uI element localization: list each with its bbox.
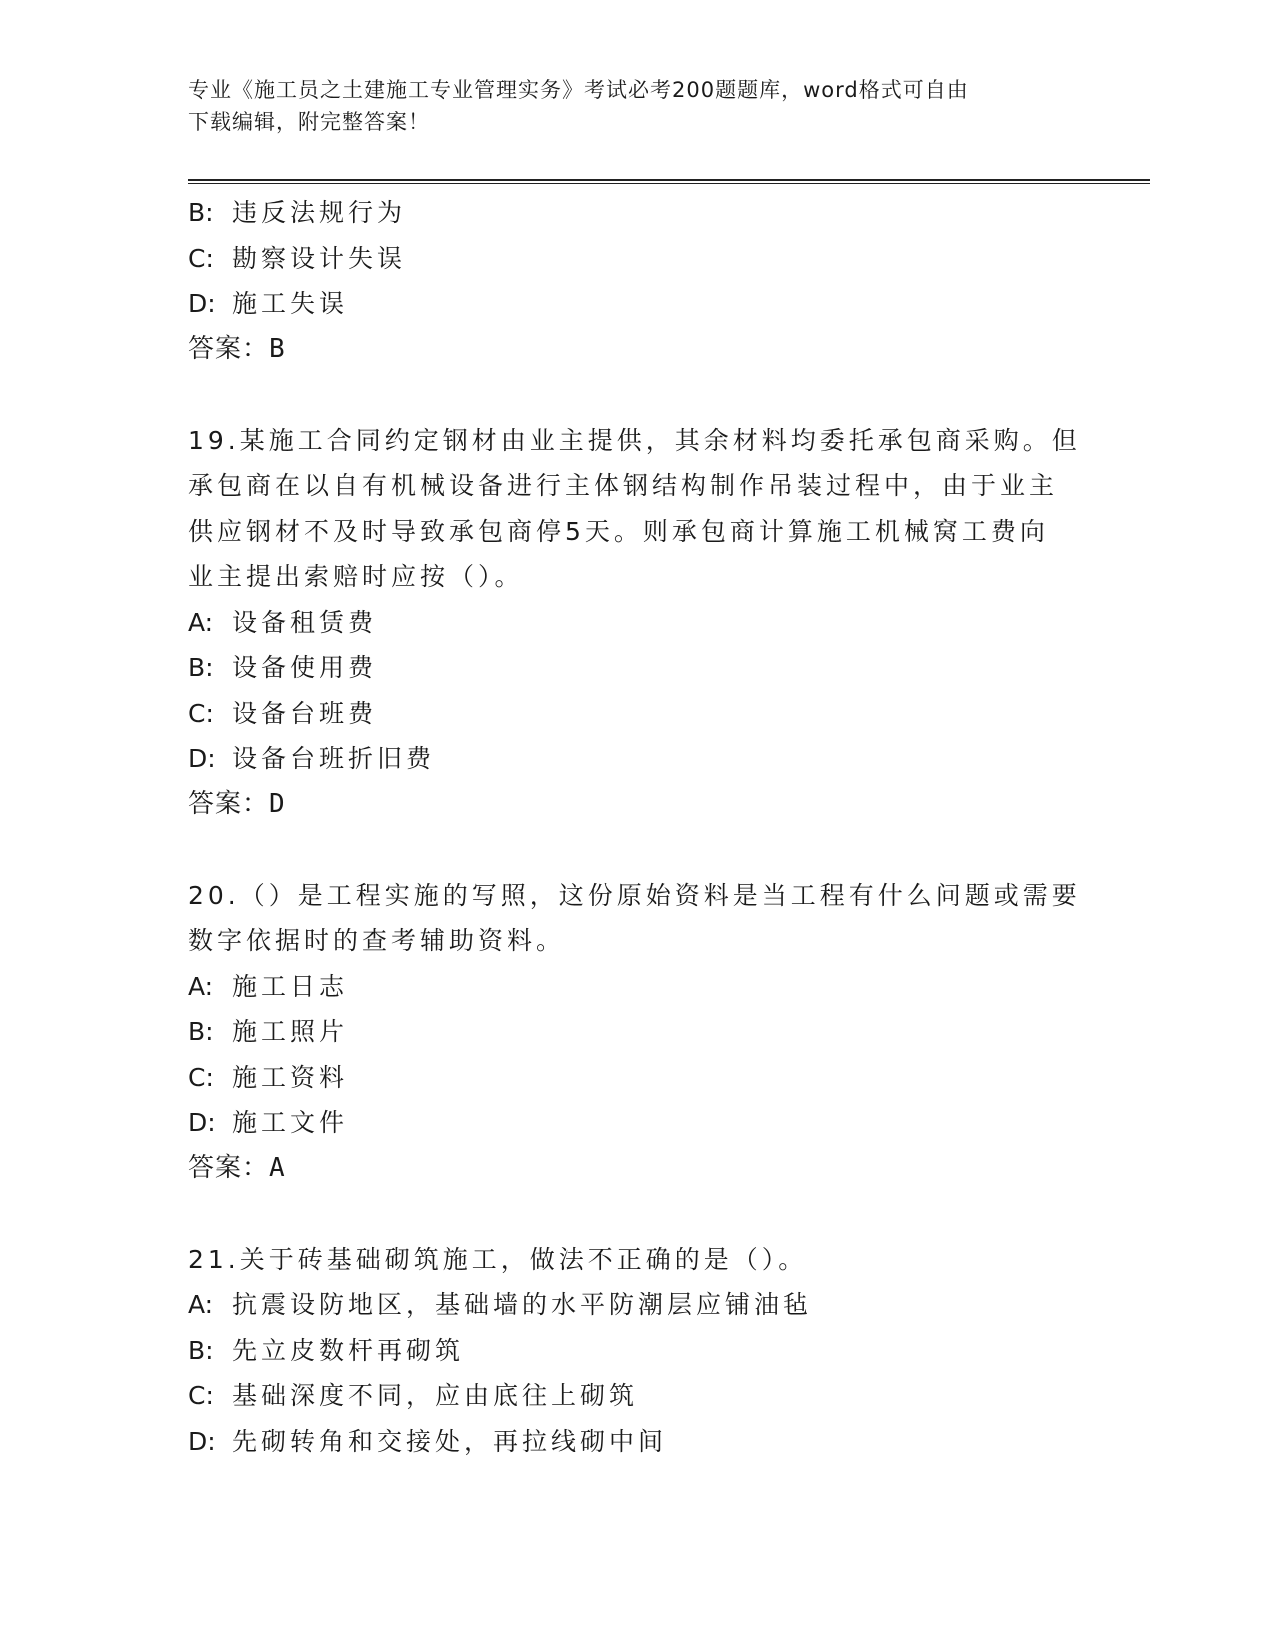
option-text: 施工日志 [232,971,349,1001]
option-text: 设备台班折旧费 [232,744,436,773]
option-b [188,1009,1088,1055]
option-letter: A: [188,971,214,1001]
answer-label: 答案： [188,788,270,819]
option-text: 抗震设防地区，基础墙的水平防潮层应铺油毡 [232,1290,813,1319]
header-line-1: 专业《施工员之土建施工专业管理实务》考试必考200题题库，word格式可自由 [188,78,969,102]
option-d [188,736,1088,782]
option-text: 施工照片 [232,1017,349,1046]
answer-value: A [269,1152,286,1183]
question-line: 供应钢材不及时导致承包商停5天。则承包商计算施工机械窝工费向 [188,516,1049,546]
option-letter: C: [188,243,214,273]
option-letter: D: [188,744,216,773]
option-letter: C: [188,1062,214,1092]
option-letter: A: [188,607,214,637]
document-header [188,74,1088,138]
option-letter: A: [188,1290,214,1319]
question-line: 承包商在以自有机械设备进行主体钢结构制作吊装过程中，由于业主 [188,471,1059,500]
spacer [188,827,1088,873]
option-text: 施工失误 [232,289,349,318]
option-letter: B: [188,653,214,682]
answer [188,782,1088,828]
option-d [188,1419,1088,1465]
answer-label: 答案： [188,333,270,364]
header-divider-thin [188,183,1150,184]
question-18-continued [188,190,1088,372]
option-a [188,964,1088,1010]
answer-value: D [269,788,286,819]
question-21 [188,1237,1088,1465]
answer-value: B [269,333,286,364]
option-letter: B: [188,1017,214,1046]
question-line: 业主提出索赔时应按（）。 [188,562,524,591]
option-a [188,600,1088,646]
option-letter: B: [188,198,214,227]
question-content [188,190,1088,1464]
option-d [188,281,1088,327]
option-letter: B: [188,1335,214,1365]
option-text: 施工文件 [232,1108,349,1137]
question-text [188,1237,1088,1283]
option-b [188,645,1088,691]
option-c [188,1373,1088,1419]
option-text: 设备使用费 [232,653,378,682]
header-line-2: 下载编辑，附完整答案！ [188,110,430,134]
header-divider-thick [188,179,1150,181]
question-text [188,873,1088,964]
question-line: 20.（）是工程实施的写照，这份原始资料是当工程有什么问题或需要 [188,880,1081,910]
option-letter: C: [188,1381,214,1410]
question-line: 19.某施工合同约定钢材由业主提供，其余材料均委托承包商采购。但 [188,425,1081,455]
option-text: 违反法规行为 [232,198,407,227]
spacer [188,1191,1088,1237]
option-text: 勘察设计失误 [232,243,407,273]
option-text: 设备租赁费 [232,607,378,637]
option-c [188,691,1088,737]
question-19 [188,418,1088,828]
option-letter: C: [188,698,214,728]
option-c [188,236,1088,282]
option-letter: D: [188,1108,216,1137]
option-b [188,1328,1088,1374]
answer [188,1146,1088,1192]
question-line: 数字依据时的查考辅助资料。 [188,926,566,955]
option-d [188,1100,1088,1146]
question-line: 21.关于砖基础砌筑施工，做法不正确的是（）。 [188,1244,808,1274]
answer-label: 答案： [188,1152,270,1183]
option-text: 基础深度不同，应由底往上砌筑 [232,1381,639,1410]
option-a [188,1282,1088,1328]
option-b [188,190,1088,236]
option-text: 设备台班费 [232,698,378,728]
option-c [188,1055,1088,1101]
option-text: 先砌转角和交接处，再拉线砌中间 [232,1426,668,1456]
spacer [188,372,1088,418]
question-text [188,418,1088,600]
option-letter: D: [188,1426,216,1456]
answer [188,327,1088,373]
option-letter: D: [188,289,216,318]
question-20 [188,873,1088,1192]
option-text: 施工资料 [232,1062,349,1092]
option-text: 先立皮数杆再砌筑 [232,1335,465,1365]
